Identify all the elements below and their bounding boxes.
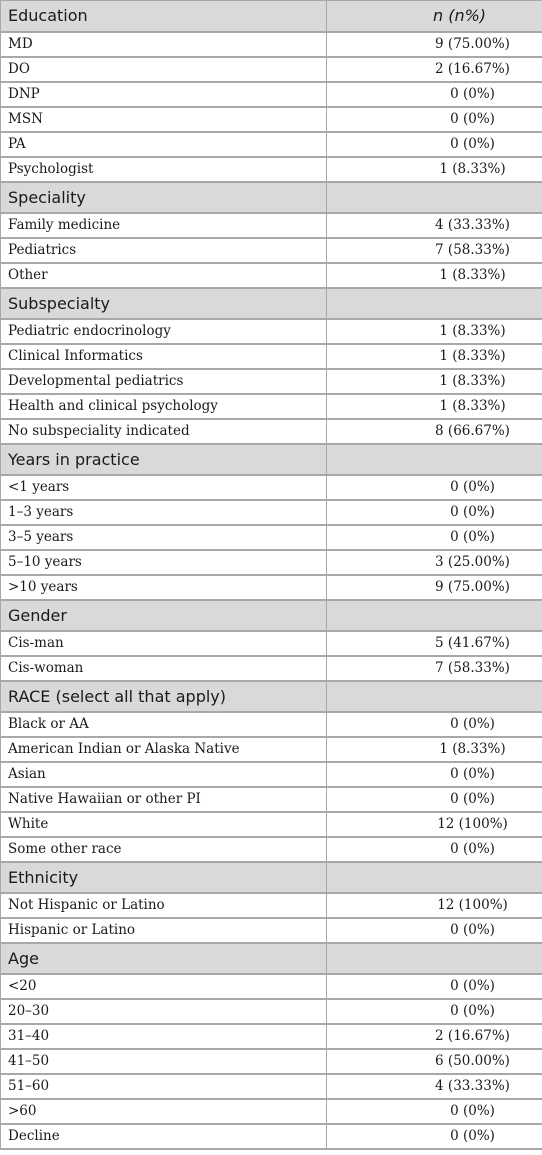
section-title: Ethnicity <box>1 862 327 893</box>
row-label: 31–40 <box>1 1024 327 1049</box>
table-row <box>1 82 542 107</box>
row-label: 20–30 <box>1 999 327 1024</box>
value-column-header: n (n%) <box>327 1 542 32</box>
row-value: 1 (8.33%) <box>327 369 542 394</box>
row-value: 0 (0%) <box>327 525 542 550</box>
table-row <box>1 132 542 157</box>
row-value: 1 (8.33%) <box>327 737 542 762</box>
row-value: 9 (75.00%) <box>327 32 542 57</box>
row-label: Black or AA <box>1 712 327 737</box>
section-title: Years in practice <box>1 444 327 475</box>
table-row <box>1 107 542 132</box>
table-row <box>1 213 542 238</box>
value-column-header <box>327 600 542 631</box>
row-value: 0 (0%) <box>327 475 542 500</box>
row-label: Pediatric endocrinology <box>1 319 327 344</box>
value-column-header <box>327 681 542 712</box>
row-value: 0 (0%) <box>327 1124 542 1149</box>
row-label: Cis-woman <box>1 656 327 681</box>
row-value: 0 (0%) <box>327 500 542 525</box>
row-value: 2 (16.67%) <box>327 57 542 82</box>
table-row <box>1 57 542 82</box>
row-value: 12 (100%) <box>327 812 542 837</box>
table-row <box>1 1099 542 1124</box>
row-value: 0 (0%) <box>327 132 542 157</box>
row-label: <1 years <box>1 475 327 500</box>
row-label: DNP <box>1 82 327 107</box>
row-label: >60 <box>1 1099 327 1124</box>
row-label: No subspeciality indicated <box>1 419 327 444</box>
row-value: 5 (41.67%) <box>327 631 542 656</box>
section-header-education <box>1 1 542 32</box>
row-label: 41–50 <box>1 1049 327 1074</box>
row-label: Asian <box>1 762 327 787</box>
row-value: 12 (100%) <box>327 893 542 918</box>
section-header-ethnicity <box>1 862 542 893</box>
row-value: 0 (0%) <box>327 918 542 943</box>
table-row <box>1 394 542 419</box>
row-value: 1 (8.33%) <box>327 394 542 419</box>
row-label: 1–3 years <box>1 500 327 525</box>
section-title: Speciality <box>1 182 327 213</box>
table-row <box>1 1124 542 1149</box>
row-value: 0 (0%) <box>327 762 542 787</box>
value-column-header <box>327 943 542 974</box>
table-row <box>1 631 542 656</box>
row-value: 0 (0%) <box>327 712 542 737</box>
row-label: Psychologist <box>1 157 327 182</box>
table-row <box>1 475 542 500</box>
table-row <box>1 1074 542 1099</box>
row-label: 3–5 years <box>1 525 327 550</box>
row-label: Other <box>1 263 327 288</box>
value-column-header <box>327 862 542 893</box>
section-header-subspecialty <box>1 288 542 319</box>
section-title: Gender <box>1 600 327 631</box>
row-label: Health and clinical psychology <box>1 394 327 419</box>
row-value: 0 (0%) <box>327 1099 542 1124</box>
table-row <box>1 918 542 943</box>
section-header-years-in-practice <box>1 444 542 475</box>
row-label: Hispanic or Latino <box>1 918 327 943</box>
row-value: 0 (0%) <box>327 837 542 862</box>
section-title: RACE (select all that apply) <box>1 681 327 712</box>
table-row <box>1 32 542 57</box>
row-value: 4 (33.33%) <box>327 213 542 238</box>
table-row <box>1 263 542 288</box>
row-value: 0 (0%) <box>327 82 542 107</box>
table-row <box>1 787 542 812</box>
section-header-speciality <box>1 182 542 213</box>
row-value: 1 (8.33%) <box>327 319 542 344</box>
row-value: 4 (33.33%) <box>327 1074 542 1099</box>
table-row <box>1 369 542 394</box>
row-label: DO <box>1 57 327 82</box>
row-label: Not Hispanic or Latino <box>1 893 327 918</box>
row-label: PA <box>1 132 327 157</box>
table-row <box>1 893 542 918</box>
row-value: 2 (16.67%) <box>327 1024 542 1049</box>
table-row <box>1 575 542 600</box>
table-row <box>1 999 542 1024</box>
section-title: Education <box>1 1 327 32</box>
row-label: 51–60 <box>1 1074 327 1099</box>
table-row <box>1 974 542 999</box>
row-value: 0 (0%) <box>327 999 542 1024</box>
row-value: 6 (50.00%) <box>327 1049 542 1074</box>
row-label: MD <box>1 32 327 57</box>
row-label: Native Hawaiian or other PI <box>1 787 327 812</box>
row-value: 0 (0%) <box>327 974 542 999</box>
table-row <box>1 762 542 787</box>
row-value: 3 (25.00%) <box>327 550 542 575</box>
row-value: 9 (75.00%) <box>327 575 542 600</box>
table-row <box>1 737 542 762</box>
table-row <box>1 712 542 737</box>
table-row <box>1 656 542 681</box>
table-row <box>1 1049 542 1074</box>
section-header-gender <box>1 600 542 631</box>
table-row <box>1 344 542 369</box>
row-label: White <box>1 812 327 837</box>
table-body <box>1 1 542 1149</box>
table-row <box>1 837 542 862</box>
row-label: Cis-man <box>1 631 327 656</box>
row-value: 1 (8.33%) <box>327 263 542 288</box>
row-value: 7 (58.33%) <box>327 238 542 263</box>
row-value: 1 (8.33%) <box>327 344 542 369</box>
table-row <box>1 319 542 344</box>
value-column-header <box>327 288 542 319</box>
row-label: Clinical Informatics <box>1 344 327 369</box>
section-title: Subspecialty <box>1 288 327 319</box>
row-label: Family medicine <box>1 213 327 238</box>
row-label: <20 <box>1 974 327 999</box>
section-header-race-select-all-that-apply <box>1 681 542 712</box>
value-column-header <box>327 444 542 475</box>
row-label: American Indian or Alaska Native <box>1 737 327 762</box>
table-row <box>1 550 542 575</box>
row-label: Developmental pediatrics <box>1 369 327 394</box>
table-row <box>1 1024 542 1049</box>
row-label: Pediatrics <box>1 238 327 263</box>
section-header-age <box>1 943 542 974</box>
section-title: Age <box>1 943 327 974</box>
row-value: 0 (0%) <box>327 787 542 812</box>
table-row <box>1 525 542 550</box>
row-label: >10 years <box>1 575 327 600</box>
row-label: Decline <box>1 1124 327 1149</box>
row-value: 0 (0%) <box>327 107 542 132</box>
row-value: 1 (8.33%) <box>327 157 542 182</box>
value-column-header <box>327 182 542 213</box>
row-value: 7 (58.33%) <box>327 656 542 681</box>
row-value: 8 (66.67%) <box>327 419 542 444</box>
row-label: 5–10 years <box>1 550 327 575</box>
table-row <box>1 500 542 525</box>
table-row <box>1 419 542 444</box>
table-row <box>1 157 542 182</box>
row-label: Some other race <box>1 837 327 862</box>
table-row <box>1 812 542 837</box>
table-row <box>1 238 542 263</box>
row-label: MSN <box>1 107 327 132</box>
